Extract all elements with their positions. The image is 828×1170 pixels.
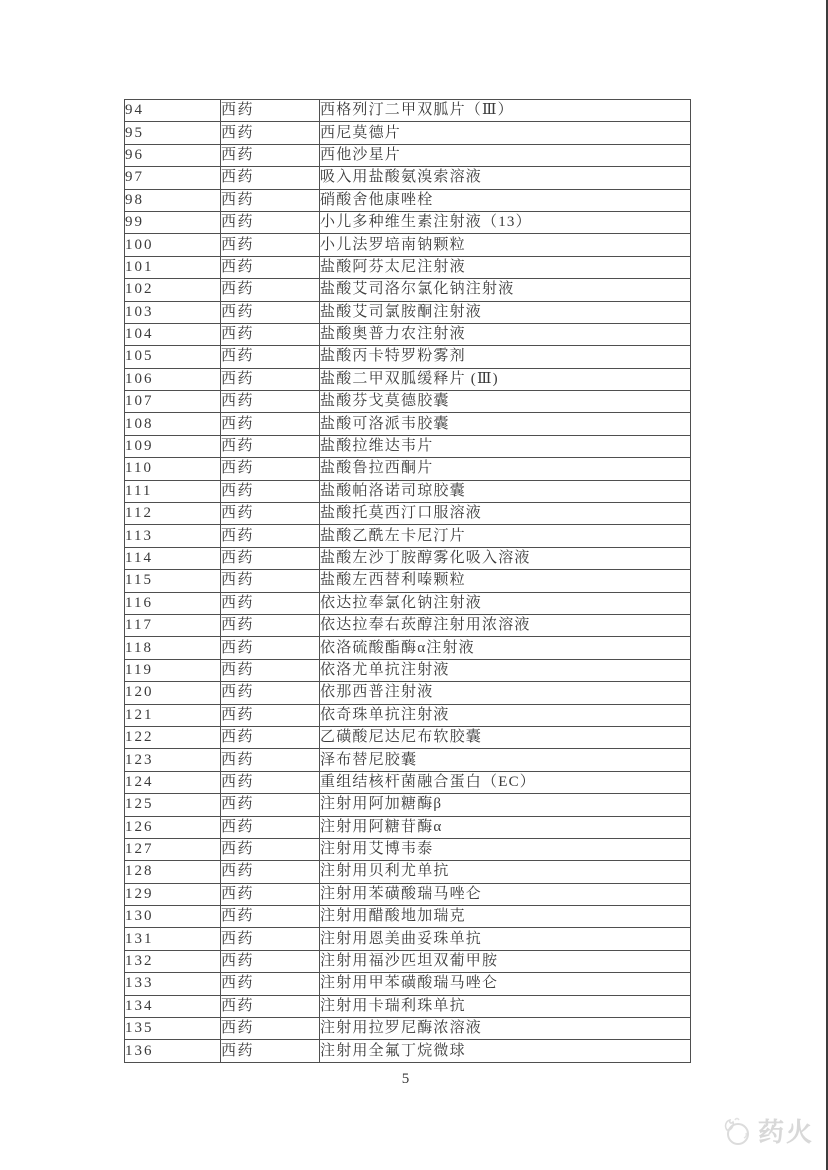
category-cell: 西药 — [221, 726, 320, 748]
drug-list-rows — [125, 100, 691, 1063]
row-number-cell: 108 — [125, 413, 221, 435]
table-row — [125, 771, 691, 793]
table-row — [125, 614, 691, 636]
table-row — [125, 995, 691, 1017]
category-cell: 西药 — [221, 189, 320, 211]
pharma-flame-logo-icon — [719, 1114, 755, 1148]
table-row — [125, 211, 691, 233]
row-number-cell: 126 — [125, 816, 221, 838]
page-number: 5 — [401, 1071, 410, 1087]
drug-name-cell: 依洛硫酸酯酶α注射液 — [320, 637, 691, 659]
category-cell: 西药 — [221, 659, 320, 681]
row-number-cell: 104 — [125, 323, 221, 345]
table-row — [125, 950, 691, 972]
table-row — [125, 816, 691, 838]
table-row — [125, 682, 691, 704]
table-row — [125, 704, 691, 726]
category-cell: 西药 — [221, 122, 320, 144]
drug-name-cell: 盐酸拉维达韦片 — [320, 435, 691, 457]
row-number-cell: 122 — [125, 726, 221, 748]
table-row — [125, 794, 691, 816]
drug-name-cell: 盐酸帕洛诺司琼胶囊 — [320, 480, 691, 502]
table-row — [125, 234, 691, 256]
row-number-cell: 132 — [125, 950, 221, 972]
drug-name-cell: 泽布替尼胶囊 — [320, 749, 691, 771]
category-cell: 西药 — [221, 1040, 320, 1062]
category-cell: 西药 — [221, 256, 320, 278]
row-number-cell: 125 — [125, 794, 221, 816]
category-cell: 西药 — [221, 1018, 320, 1040]
row-number-cell: 133 — [125, 973, 221, 995]
drug-name-cell: 注射用甲苯磺酸瑞马唑仑 — [320, 973, 691, 995]
category-cell: 西药 — [221, 794, 320, 816]
row-number-cell: 100 — [125, 234, 221, 256]
table-row — [125, 973, 691, 995]
table-row — [125, 189, 691, 211]
row-number-cell: 120 — [125, 682, 221, 704]
category-cell: 西药 — [221, 861, 320, 883]
table-row — [125, 323, 691, 345]
category-cell: 西药 — [221, 368, 320, 390]
drug-name-cell: 依那西普注射液 — [320, 682, 691, 704]
row-number-cell: 127 — [125, 838, 221, 860]
category-cell: 西药 — [221, 100, 320, 122]
category-cell: 西药 — [221, 279, 320, 301]
table-row — [125, 570, 691, 592]
drug-name-cell: 乙磺酸尼达尼布软胶囊 — [320, 726, 691, 748]
row-number-cell: 124 — [125, 771, 221, 793]
drug-name-cell: 盐酸托莫西汀口服溶液 — [320, 503, 691, 525]
category-cell: 西药 — [221, 816, 320, 838]
row-number-cell: 110 — [125, 458, 221, 480]
row-number-cell: 121 — [125, 704, 221, 726]
drug-list-table — [124, 99, 691, 1063]
table-row — [125, 144, 691, 166]
row-number-cell: 103 — [125, 301, 221, 323]
category-cell: 西药 — [221, 301, 320, 323]
row-number-cell: 130 — [125, 906, 221, 928]
drug-name-cell: 注射用全氟丁烷微球 — [320, 1040, 691, 1062]
row-number-cell: 131 — [125, 928, 221, 950]
row-number-cell: 111 — [125, 480, 221, 502]
category-cell: 西药 — [221, 234, 320, 256]
drug-name-cell: 注射用苯磺酸瑞马唑仑 — [320, 883, 691, 905]
category-cell: 西药 — [221, 682, 320, 704]
table-row — [125, 547, 691, 569]
category-cell: 西药 — [221, 592, 320, 614]
category-cell: 西药 — [221, 211, 320, 233]
table-row — [125, 279, 691, 301]
row-number-cell: 98 — [125, 189, 221, 211]
row-number-cell: 107 — [125, 391, 221, 413]
drug-name-cell: 盐酸二甲双胍缓释片 (Ⅲ) — [320, 368, 691, 390]
row-number-cell: 106 — [125, 368, 221, 390]
row-number-cell: 97 — [125, 167, 221, 189]
category-cell: 西药 — [221, 704, 320, 726]
table-row — [125, 1018, 691, 1040]
drug-name-cell: 依奇珠单抗注射液 — [320, 704, 691, 726]
row-number-cell: 119 — [125, 659, 221, 681]
category-cell: 西药 — [221, 771, 320, 793]
category-cell: 西药 — [221, 906, 320, 928]
drug-name-cell: 盐酸乙酰左卡尼汀片 — [320, 525, 691, 547]
drug-name-cell: 小儿法罗培南钠颗粒 — [320, 234, 691, 256]
table-row — [125, 100, 691, 122]
category-cell: 西药 — [221, 637, 320, 659]
row-number-cell: 114 — [125, 547, 221, 569]
drug-name-cell: 盐酸鲁拉西酮片 — [320, 458, 691, 480]
table-row — [125, 503, 691, 525]
table-row — [125, 525, 691, 547]
table-row — [125, 838, 691, 860]
table-row — [125, 301, 691, 323]
category-cell: 西药 — [221, 525, 320, 547]
table-row — [125, 906, 691, 928]
drug-name-cell: 依洛尤单抗注射液 — [320, 659, 691, 681]
table-row — [125, 883, 691, 905]
category-cell: 西药 — [221, 749, 320, 771]
row-number-cell: 136 — [125, 1040, 221, 1062]
drug-name-cell: 注射用醋酸地加瑞克 — [320, 906, 691, 928]
row-number-cell: 134 — [125, 995, 221, 1017]
table-row — [125, 391, 691, 413]
table-row — [125, 458, 691, 480]
category-cell: 西药 — [221, 614, 320, 636]
drug-name-cell: 盐酸芬戈莫德胶囊 — [320, 391, 691, 413]
drug-name-cell: 硝酸舍他康唑栓 — [320, 189, 691, 211]
category-cell: 西药 — [221, 570, 320, 592]
table-row — [125, 1040, 691, 1062]
drug-name-cell: 盐酸左西替利嗪颗粒 — [320, 570, 691, 592]
category-cell: 西药 — [221, 883, 320, 905]
category-cell: 西药 — [221, 167, 320, 189]
drug-name-cell: 西他沙星片 — [320, 144, 691, 166]
table-row — [125, 413, 691, 435]
drug-name-cell: 注射用贝利尤单抗 — [320, 861, 691, 883]
table-row — [125, 749, 691, 771]
row-number-cell: 113 — [125, 525, 221, 547]
table-row — [125, 480, 691, 502]
drug-name-cell: 注射用艾博韦泰 — [320, 838, 691, 860]
category-cell: 西药 — [221, 547, 320, 569]
category-cell: 西药 — [221, 995, 320, 1017]
drug-name-cell: 盐酸可洛派韦胶囊 — [320, 413, 691, 435]
drug-name-cell: 注射用拉罗尼酶浓溶液 — [320, 1018, 691, 1040]
drug-name-cell: 注射用卡瑞利珠单抗 — [320, 995, 691, 1017]
category-cell: 西药 — [221, 838, 320, 860]
drug-name-cell: 依达拉奉右莰醇注射用浓溶液 — [320, 614, 691, 636]
drug-name-cell: 依达拉奉氯化钠注射液 — [320, 592, 691, 614]
drug-name-cell: 注射用恩美曲妥珠单抗 — [320, 928, 691, 950]
table-row — [125, 256, 691, 278]
category-cell: 西药 — [221, 144, 320, 166]
row-number-cell: 129 — [125, 883, 221, 905]
table-row — [125, 592, 691, 614]
category-cell: 西药 — [221, 950, 320, 972]
drug-name-cell: 盐酸奥普力农注射液 — [320, 323, 691, 345]
row-number-cell: 96 — [125, 144, 221, 166]
row-number-cell: 95 — [125, 122, 221, 144]
table-row — [125, 659, 691, 681]
watermark — [719, 1112, 814, 1149]
row-number-cell: 105 — [125, 346, 221, 368]
table-row — [125, 368, 691, 390]
drug-name-cell: 吸入用盐酸氨溴索溶液 — [320, 167, 691, 189]
table-row — [125, 346, 691, 368]
drug-name-cell: 注射用福沙匹坦双葡甲胺 — [320, 950, 691, 972]
row-number-cell: 116 — [125, 592, 221, 614]
category-cell: 西药 — [221, 503, 320, 525]
category-cell: 西药 — [221, 458, 320, 480]
category-cell: 西药 — [221, 413, 320, 435]
table-row — [125, 122, 691, 144]
row-number-cell: 115 — [125, 570, 221, 592]
row-number-cell: 123 — [125, 749, 221, 771]
table-row — [125, 726, 691, 748]
table-row — [125, 861, 691, 883]
drug-name-cell: 西格列汀二甲双胍片（Ⅲ） — [320, 100, 691, 122]
row-number-cell: 101 — [125, 256, 221, 278]
drug-name-cell: 盐酸左沙丁胺醇雾化吸入溶液 — [320, 547, 691, 569]
row-number-cell: 135 — [125, 1018, 221, 1040]
table-row — [125, 637, 691, 659]
drug-name-cell: 重组结核杆菌融合蛋白（EC） — [320, 771, 691, 793]
table-row — [125, 435, 691, 457]
drug-name-cell: 盐酸阿芬太尼注射液 — [320, 256, 691, 278]
drug-name-cell: 盐酸丙卡特罗粉雾剂 — [320, 346, 691, 368]
category-cell: 西药 — [221, 435, 320, 457]
watermark-text: 药火 — [758, 1117, 815, 1147]
row-number-cell: 109 — [125, 435, 221, 457]
category-cell: 西药 — [221, 323, 320, 345]
drug-name-cell: 西尼莫德片 — [320, 122, 691, 144]
row-number-cell: 128 — [125, 861, 221, 883]
table-row — [125, 928, 691, 950]
drug-name-cell: 小儿多种维生素注射液（13） — [320, 211, 691, 233]
table-row — [125, 167, 691, 189]
row-number-cell: 118 — [125, 637, 221, 659]
row-number-cell: 99 — [125, 211, 221, 233]
drug-name-cell: 注射用阿糖苷酶α — [320, 816, 691, 838]
row-number-cell: 94 — [125, 100, 221, 122]
drug-name-cell: 盐酸艾司氯胺酮注射液 — [320, 301, 691, 323]
category-cell: 西药 — [221, 928, 320, 950]
drug-name-cell: 注射用阿加糖酶β — [320, 794, 691, 816]
category-cell: 西药 — [221, 480, 320, 502]
drug-name-cell: 盐酸艾司洛尔氯化钠注射液 — [320, 279, 691, 301]
row-number-cell: 117 — [125, 614, 221, 636]
row-number-cell: 112 — [125, 503, 221, 525]
category-cell: 西药 — [221, 346, 320, 368]
category-cell: 西药 — [221, 391, 320, 413]
category-cell: 西药 — [221, 973, 320, 995]
row-number-cell: 102 — [125, 279, 221, 301]
